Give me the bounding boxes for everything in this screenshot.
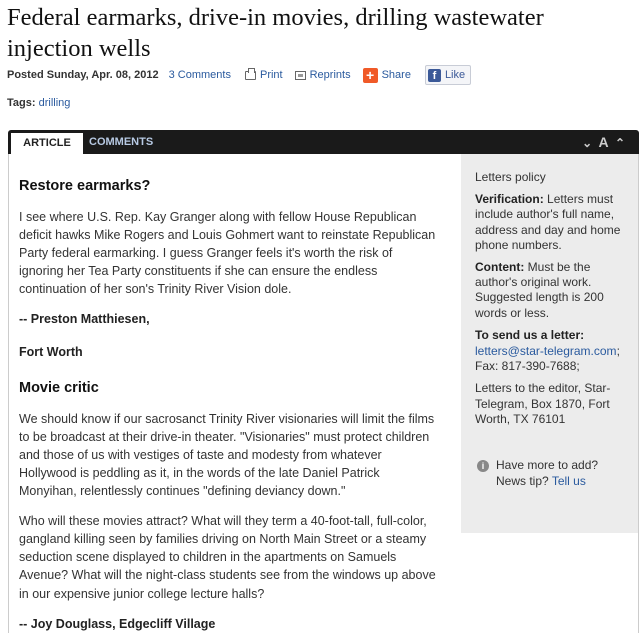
plus-icon: + [363, 68, 378, 83]
print-icon [245, 71, 256, 80]
comments-link[interactable]: 3 Comments [168, 69, 231, 81]
fax-text: ; Fax: 817-390-7688; [475, 344, 620, 374]
print-button[interactable] [245, 69, 283, 81]
share-button[interactable] [363, 68, 411, 83]
send-letter-label: To send us a letter: [475, 327, 585, 342]
tell-us-link[interactable]: Tell us [551, 473, 586, 488]
news-tip-box [477, 458, 627, 489]
verification-text: Letters must include author's full name, address and day and home phone numbers. [475, 192, 621, 252]
article-tab-bar [8, 130, 639, 154]
tags-row [7, 97, 70, 109]
reprints-button[interactable] [295, 69, 351, 81]
letter-paragraph: We should know if our sacrosanct Trinity River visionaries will limit the films to be broadcast at their drive-in theater. "Visionaries" must protect children and those of us with vestiges of taste and modesty from whatever Hollywood is peddling as it, in the words of the late Daniel Patrick Monyihan, relentlessly continues "defining deviancy down." [19, 411, 435, 499]
reprints-label: Reprints [309, 69, 351, 81]
send-letter-info [475, 344, 628, 374]
letter-author: -- Preston Matthiesen, [19, 312, 150, 327]
letter-paragraph: Who will these movies attract? What will they term a 40-foot-tall, full-color, gangland killing seen by families driving on North Main Street or a steamy seduction scene displayed to children in the apartments on Samuels Avenue? What will the night-class students see from the windows up above in our expensive junior college lecture halls? [19, 514, 436, 601]
email-link[interactable]: letters@star-telegram.com [475, 344, 617, 359]
content-text: Must be the author's original work. Suggested length is 200 words or less. [475, 260, 604, 320]
font-size-letter: A [598, 134, 609, 150]
posted-date: Posted Sunday, Apr. 08, 2012 [7, 69, 159, 81]
verification-label: Verification: [475, 192, 544, 207]
letter-location: Fort Worth [19, 344, 83, 359]
letter-paragraph: I see where U.S. Rep. Kay Granger along with fellow House Republican deficit hawks Mike Rogers and Louis Gohmert want to reinstate Republican Party federal earmarking. I guess Granger feels it's worth the risk of ignoring her Tea Party constituents if she can ensure the endless continuation of her son's Trinity River Vision dole. [19, 210, 436, 297]
like-label: Like [444, 69, 466, 81]
facebook-like-button[interactable] [425, 65, 471, 85]
facebook-icon: f [428, 69, 441, 82]
tag-link[interactable]: drilling [38, 97, 71, 109]
news-tip-text: Have more to add? News tip? Tell us [496, 458, 599, 488]
reprints-icon [295, 71, 306, 80]
info-icon: i [477, 460, 489, 472]
policy-title: Letters policy [475, 170, 546, 184]
verification-rule [475, 192, 628, 253]
content-label: Content: [475, 260, 525, 275]
mail-address: Letters to the editor, Star-Telegram, Box 1870, Fort Worth, TX 76101 [475, 381, 611, 426]
decrease-font-icon[interactable]: ⌄ [582, 136, 593, 150]
letter-title: Restore earmarks? [19, 178, 151, 194]
share-label: Share [381, 69, 411, 81]
tab-comments[interactable]: COMMENTS [89, 136, 154, 148]
article-meta-bar [7, 66, 471, 84]
letter-author: -- Joy Douglass, Edgecliff Village [19, 616, 216, 631]
increase-font-icon[interactable]: ⌃ [614, 136, 625, 150]
page-title: Federal earmarks, drive-in movies, drilling wastewater injection wells [7, 4, 544, 62]
content-rule [475, 260, 628, 321]
tags-label: Tags: [7, 97, 36, 109]
article-body [19, 160, 437, 633]
tab-article[interactable]: ARTICLE [11, 133, 83, 154]
font-size-control [582, 130, 625, 154]
letter-title: Movie critic [19, 379, 99, 396]
print-label: Print [259, 69, 283, 81]
